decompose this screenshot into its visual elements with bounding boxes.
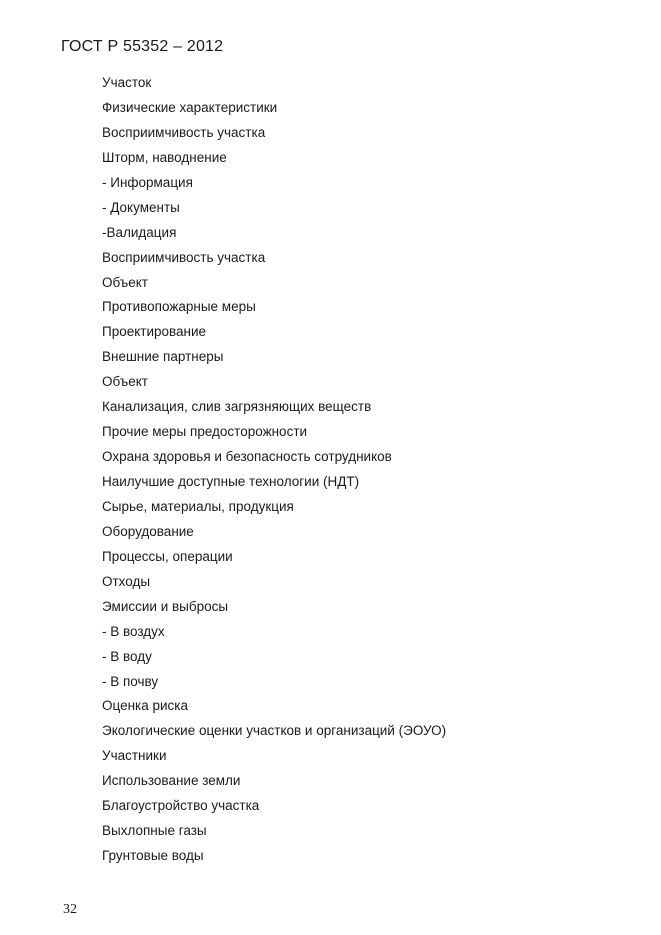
list-item: Оценка риска <box>102 698 189 714</box>
list-item: Отходы <box>102 573 151 589</box>
list-item: Сырье, материалы, продукция <box>102 498 294 514</box>
list-item: Грунтовые воды <box>102 848 204 864</box>
list-item: Восприимчивость участка <box>102 249 266 265</box>
list-item: Прочие меры предосторожности <box>102 424 308 440</box>
list-item: - В воздух <box>102 623 165 639</box>
list-item: - Документы <box>102 199 180 215</box>
list-item: Оборудование <box>102 523 194 539</box>
list-item: Объект <box>102 374 148 390</box>
list-item: Выхлопные газы <box>102 823 207 839</box>
list-item: Шторм, наводнение <box>102 149 227 165</box>
list-item: Внешние партнеры <box>102 349 224 365</box>
term-list <box>102 74 446 872</box>
list-item: Эмиссии и выбросы <box>102 598 229 614</box>
page-number: 32 <box>63 902 77 917</box>
list-item: Использование земли <box>102 773 241 789</box>
document-header: ГОСТ Р 55352 – 2012 <box>61 38 224 55</box>
list-item: Объект <box>102 274 148 290</box>
list-item: - Информация <box>102 174 193 190</box>
list-item: Проектирование <box>102 324 207 340</box>
list-item: Процессы, операции <box>102 548 233 564</box>
list-item: Благоустройство участка <box>102 798 260 814</box>
list-item: -Валидация <box>102 224 177 240</box>
list-item: Участники <box>102 748 167 764</box>
list-item: Охрана здоровья и безопасность сотрудников <box>102 449 392 465</box>
list-item: Наилучшие доступные технологии (НДТ) <box>102 474 360 489</box>
list-item: Экологические оценки участков и организаций (ЭОУО) <box>102 723 447 739</box>
list-item: Восприимчивость участка <box>102 124 266 140</box>
list-item: Канализация, слив загрязняющих веществ <box>102 399 372 415</box>
list-item: Противопожарные меры <box>102 299 256 315</box>
list-item: Физические характеристики <box>102 99 278 115</box>
list-item: - В воду <box>102 648 152 664</box>
list-item: - В почву <box>102 673 159 689</box>
list-item: Участок <box>102 75 152 90</box>
